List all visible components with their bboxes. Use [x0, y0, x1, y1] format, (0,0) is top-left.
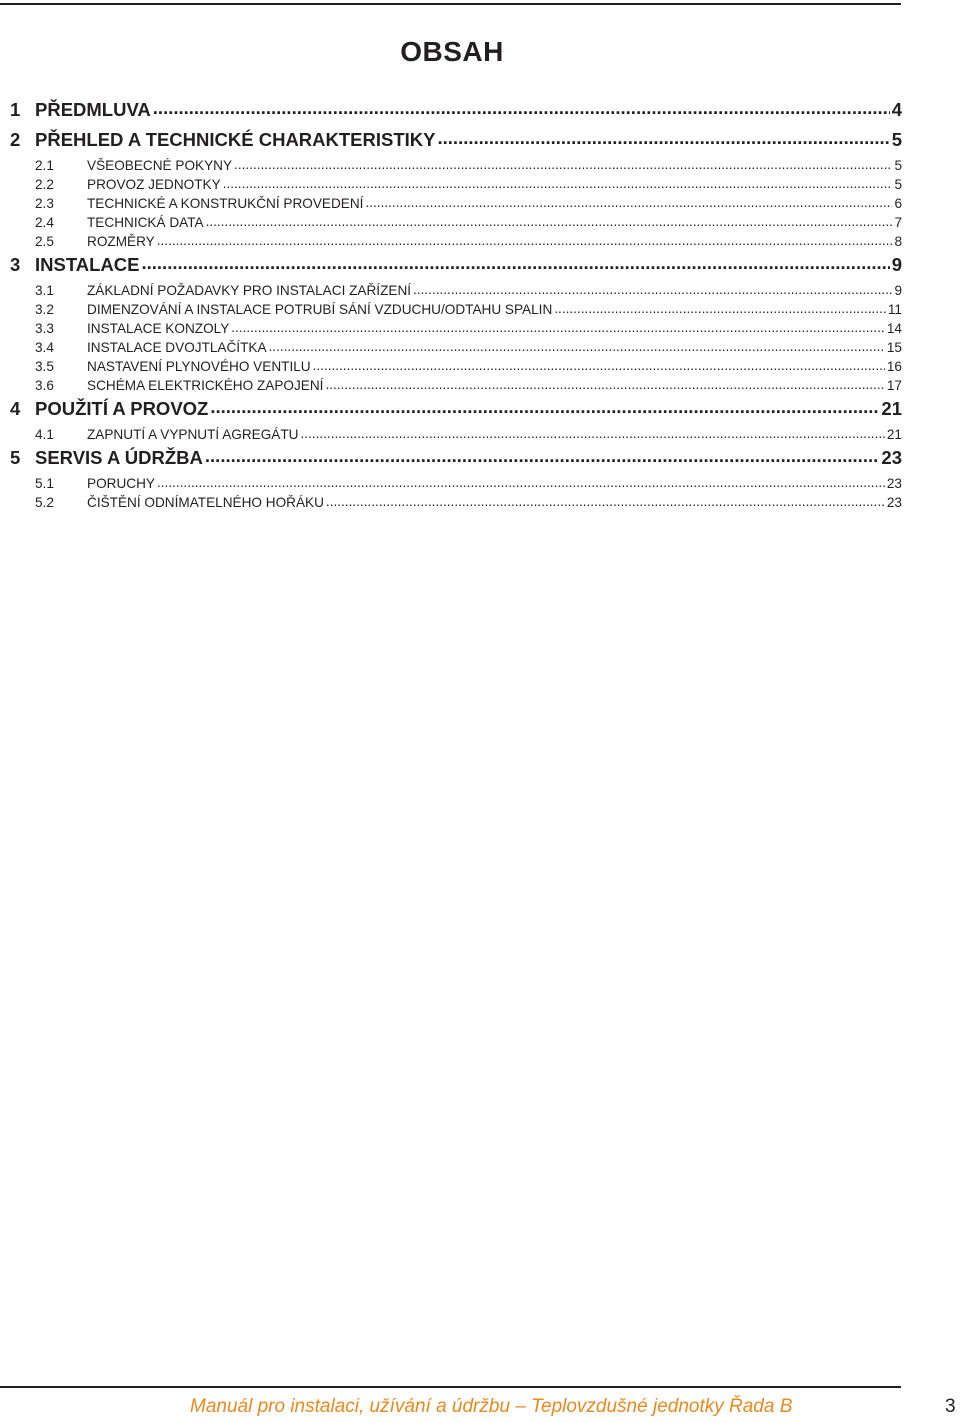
toc-chapter-row[interactable]	[10, 126, 902, 156]
toc-entry-number: 2.3	[35, 195, 54, 211]
toc-entry-page: 8	[894, 233, 902, 249]
toc-entry-number: 3	[10, 253, 21, 275]
toc-section-row[interactable]	[10, 338, 902, 357]
toc-entry-label: INSTALACE	[35, 253, 140, 275]
toc-entry-number: 2	[10, 128, 21, 150]
toc-dot-leader	[157, 232, 893, 246]
toc-entry-label: VŠEOBECNÉ POKYNY	[87, 157, 233, 173]
toc-chapter-row[interactable]	[10, 251, 902, 281]
toc-dot-leader	[413, 281, 892, 295]
toc-entry-page: 6	[894, 195, 902, 211]
toc-dot-leader	[210, 396, 879, 415]
toc-entry-page: 21	[886, 426, 902, 442]
toc-entry-label: TECHNICKÁ DATA	[87, 214, 204, 230]
toc-section-row[interactable]	[10, 213, 902, 232]
toc-section-row[interactable]	[10, 194, 902, 213]
toc-entry-label: SERVIS A ÚDRŽBA	[35, 446, 203, 468]
toc-entry-number: 2.4	[35, 214, 54, 230]
toc-entry-number: 5	[10, 446, 21, 468]
toc-entry-label: INSTALACE DVOJTLAČÍTKA	[87, 339, 267, 355]
toc-dot-leader	[234, 156, 892, 170]
toc-dot-leader	[269, 338, 885, 352]
toc-dot-leader	[325, 376, 884, 390]
toc-chapter-row[interactable]	[10, 444, 902, 474]
toc-entry-page: 14	[886, 320, 902, 336]
top-rule	[0, 3, 901, 5]
toc-entry-page: 11	[887, 301, 902, 317]
toc-dot-leader	[157, 474, 885, 488]
toc-dot-leader	[231, 319, 885, 333]
toc-section-row[interactable]	[10, 474, 902, 493]
toc-entry-page: 23	[881, 446, 902, 468]
bottom-rule	[0, 1386, 901, 1388]
toc-entry-number: 5.2	[35, 494, 54, 510]
toc-chapter-row[interactable]	[10, 96, 902, 126]
toc-section-row[interactable]	[10, 357, 902, 376]
toc-entry-number: 3.3	[35, 320, 54, 336]
toc-chapter-row[interactable]	[10, 395, 902, 425]
toc-entry-page: 9	[891, 253, 902, 275]
toc-entry-label: ČIŠTĚNÍ ODNÍMATELNÉHO HOŘÁKU	[87, 494, 324, 510]
page-number: 3	[945, 1396, 956, 1417]
toc-entry-page: 7	[894, 214, 902, 230]
toc-dot-leader	[365, 194, 892, 208]
toc-dot-leader	[313, 357, 885, 371]
toc-entry-label: PŘEDMLUVA	[35, 98, 151, 120]
toc-section-row[interactable]	[10, 425, 902, 444]
toc-entry-number: 4	[10, 397, 21, 419]
toc-section-row[interactable]	[10, 281, 902, 300]
toc-entry-number: 3.2	[35, 301, 54, 317]
footer-title: Manuál pro instalaci, užívání a údržbu – Teplovzdušné jednotky Řada B	[190, 1396, 793, 1417]
toc-entry-number: 1	[10, 98, 21, 120]
toc-entry-label: POUŽITÍ A PROVOZ	[35, 397, 209, 419]
page-title: OBSAH	[400, 36, 504, 67]
toc-entry-page: 23	[886, 475, 902, 491]
toc-dot-leader	[223, 175, 893, 189]
toc-entry-page: 9	[894, 282, 902, 298]
toc-entry-label: PŘEHLED A TECHNICKÉ CHARAKTERISTIKY	[35, 128, 436, 150]
toc-entry-page: 15	[886, 339, 902, 355]
toc-entry-label: TECHNICKÉ A KONSTRUKČNÍ PROVEDENÍ	[87, 195, 364, 211]
toc-section-row[interactable]	[10, 156, 902, 175]
toc-entry-page: 17	[886, 377, 902, 393]
toc-entry-number: 3.5	[35, 358, 54, 374]
toc-entry-label: ROZMĚRY	[87, 233, 155, 249]
toc-dot-leader	[326, 493, 885, 507]
toc-entry-page: 5	[894, 157, 902, 173]
toc-entry-page: 4	[891, 98, 902, 120]
toc-section-row[interactable]	[10, 376, 902, 395]
toc-entry-number: 2.5	[35, 233, 54, 249]
toc-entry-label: ZÁKLADNÍ POŽADAVKY PRO INSTALACI ZAŘÍZENÍ	[87, 282, 412, 298]
toc-dot-leader	[205, 445, 880, 464]
toc-entry-number: 5.1	[35, 475, 54, 491]
toc-entry-number: 4.1	[35, 426, 54, 442]
toc-dot-leader	[301, 425, 885, 439]
toc-entry-number: 3.4	[35, 339, 54, 355]
toc-entry-label: INSTALACE KONZOLY	[87, 320, 230, 336]
toc-dot-leader	[153, 97, 890, 116]
table-of-contents	[10, 96, 902, 512]
toc-dot-leader	[206, 213, 893, 227]
toc-entry-page: 5	[891, 128, 902, 150]
toc-dot-leader	[438, 127, 890, 146]
toc-entry-number: 3.1	[35, 282, 54, 298]
toc-entry-label: PORUCHY	[87, 475, 155, 491]
toc-entry-number: 2.1	[35, 157, 54, 173]
toc-entry-number: 2.2	[35, 176, 54, 192]
toc-entry-label: NASTAVENÍ PLYNOVÉHO VENTILU	[87, 358, 311, 374]
toc-dot-leader	[142, 252, 890, 271]
toc-entry-label: SCHÉMA ELEKTRICKÉHO ZAPOJENÍ	[87, 377, 324, 393]
toc-entry-page: 23	[886, 494, 902, 510]
toc-entry-label: PROVOZ JEDNOTKY	[87, 176, 221, 192]
toc-section-row[interactable]	[10, 232, 902, 251]
toc-entry-label: DIMENZOVÁNÍ A INSTALACE POTRUBÍ SÁNÍ VZDUCHU/ODTAHU SPALIN	[87, 301, 553, 317]
toc-entry-number: 3.6	[35, 377, 54, 393]
toc-entry-page: 21	[881, 397, 902, 419]
toc-section-row[interactable]	[10, 493, 902, 512]
toc-section-row[interactable]	[10, 319, 902, 338]
toc-entry-page: 16	[886, 358, 902, 374]
toc-section-row[interactable]	[10, 175, 902, 194]
toc-entry-label: ZAPNUTÍ A VYPNUTÍ AGREGÁTU	[87, 426, 299, 442]
toc-entry-page: 5	[894, 176, 902, 192]
toc-dot-leader	[554, 300, 886, 314]
toc-section-row[interactable]	[10, 300, 902, 319]
